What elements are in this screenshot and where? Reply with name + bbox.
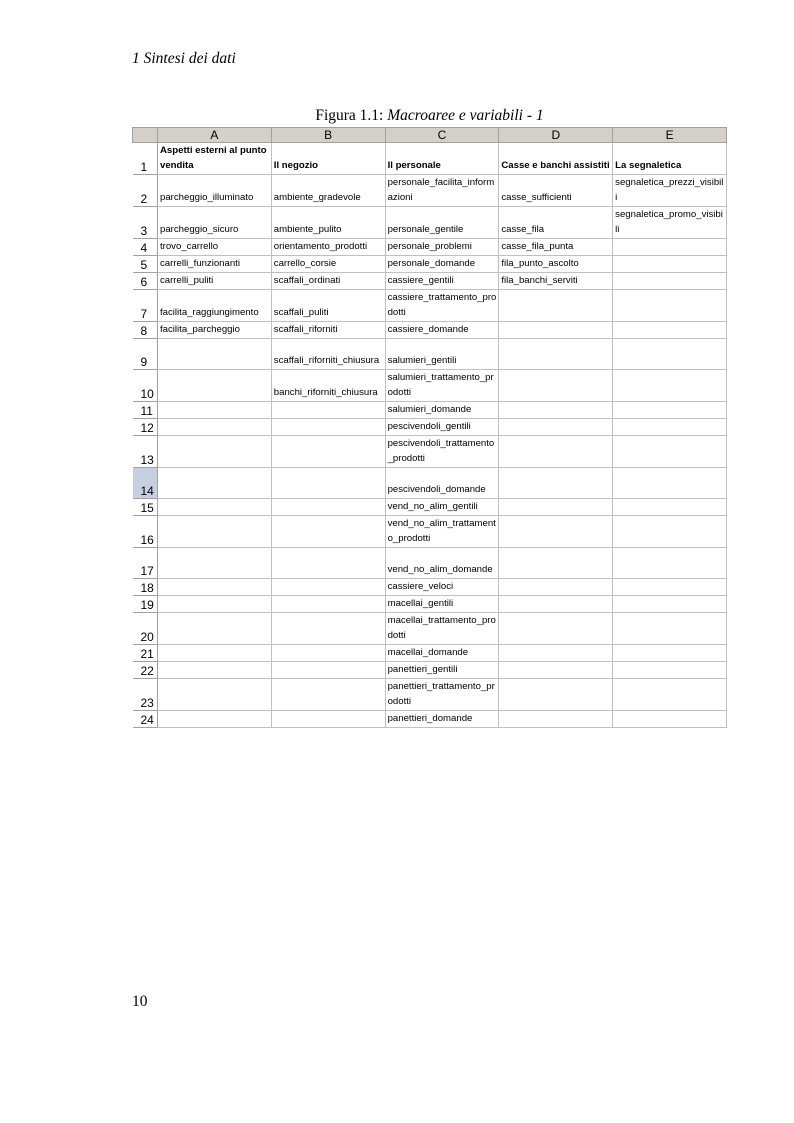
row-header: 19 [133,596,158,613]
table-cell [613,256,727,273]
table-cell: vend_no_alim_gentili [385,499,499,516]
table-cell [157,645,271,662]
row-header: 13 [133,436,158,468]
row-header: 6 [133,273,158,290]
table-cell: panettieri_trattamento_prodotti [385,679,499,711]
table-cell [157,548,271,579]
table-cell: scaffali_ordinati [271,273,385,290]
column-title-cell: Il negozio [271,143,385,175]
table-cell [613,322,727,339]
table-cell [499,579,613,596]
table-cell [613,239,727,256]
table-row [133,436,727,468]
table-cell [613,468,727,499]
table-cell [613,499,727,516]
table-cell: carrelli_puliti [157,273,271,290]
row-header: 21 [133,645,158,662]
row-header: 9 [133,339,158,370]
table-cell [499,711,613,728]
row-header: 11 [133,402,158,419]
column-header-a: A [157,128,271,143]
table-cell [613,645,727,662]
table-cell: scaffali_puliti [271,290,385,322]
column-title-cell: La segnaletica [613,143,727,175]
table-cell [157,679,271,711]
page-number: 10 [132,993,148,1010]
table-row [133,322,727,339]
table-cell [157,436,271,468]
row-header: 3 [133,207,158,239]
table-cell [613,711,727,728]
table-cell: casse_fila [499,207,613,239]
table-cell: segnaletica_prezzi_visibili [613,175,727,207]
table-cell: cassiere_trattamento_prodotti [385,290,499,322]
table-cell [271,516,385,548]
table-row [133,402,727,419]
table-row [133,679,727,711]
table-cell: personale_domande [385,256,499,273]
table-cell [271,548,385,579]
table-cell [613,516,727,548]
table-row [133,239,727,256]
table-cell [499,468,613,499]
table-cell [157,402,271,419]
table-row [133,256,727,273]
row-header: 17 [133,548,158,579]
column-header-c: C [385,128,499,143]
table-cell [499,613,613,645]
table-row [133,207,727,239]
table-cell [157,339,271,370]
table-cell: panettieri_domande [385,711,499,728]
table-cell [157,579,271,596]
table-cell [499,419,613,436]
table-cell: parcheggio_illuminato [157,175,271,207]
table-row [133,290,727,322]
spreadsheet-image [132,127,727,727]
row-header: 16 [133,516,158,548]
table-row [133,548,727,579]
table-cell [613,402,727,419]
table-cell: pescivendoli_trattamento_prodotti [385,436,499,468]
table-cell: ambiente_pulito [271,207,385,239]
table-cell [613,339,727,370]
table-cell: fila_punto_ascolto [499,256,613,273]
table-row [133,613,727,645]
table-row [133,339,727,370]
table-row [133,370,727,402]
table-cell [157,419,271,436]
column-title-cell: Casse e banchi assistiti [499,143,613,175]
table-cell [499,339,613,370]
row-header: 23 [133,679,158,711]
table-cell: parcheggio_sicuro [157,207,271,239]
table-cell [157,370,271,402]
table-cell: personale_facilita_informazioni [385,175,499,207]
table-cell [499,679,613,711]
table-cell: segnaletica_promo_visibili [613,207,727,239]
table-cell [271,436,385,468]
table-cell: salumieri_trattamento_prodotti [385,370,499,402]
table-cell: carrello_corsie [271,256,385,273]
table-row [133,419,727,436]
table-cell: salumieri_gentili [385,339,499,370]
table-cell: casse_fila_punta [499,239,613,256]
select-all-corner [133,128,158,143]
table-cell [499,548,613,579]
table-cell: fila_banchi_serviti [499,273,613,290]
row-header: 20 [133,613,158,645]
table-cell [271,499,385,516]
table-cell [499,662,613,679]
table-cell [613,370,727,402]
table-cell [271,613,385,645]
table-cell [271,579,385,596]
table-cell: scaffali_riforniti [271,322,385,339]
table-cell [157,711,271,728]
table-cell [271,645,385,662]
table-cell [157,468,271,499]
table-cell: cassiere_veloci [385,579,499,596]
table-row [133,596,727,613]
table-cell [271,596,385,613]
table-cell [499,436,613,468]
table-cell [613,613,727,645]
table-cell [499,596,613,613]
table-cell [499,499,613,516]
row-header: 10 [133,370,158,402]
table-cell [613,290,727,322]
table-cell: trovo_carrello [157,239,271,256]
column-header-d: D [499,128,613,143]
table-cell [271,679,385,711]
table-row [133,143,727,175]
table-cell [499,322,613,339]
table-cell: cassiere_gentili [385,273,499,290]
table-cell: orientamento_prodotti [271,239,385,256]
table-cell: carrelli_funzionanti [157,256,271,273]
table-row [133,579,727,596]
table-cell [157,516,271,548]
table-cell: facilita_parcheggio [157,322,271,339]
table-row [133,711,727,728]
table-cell: pescivendoli_domande [385,468,499,499]
table-cell [499,402,613,419]
column-header-b: B [271,128,385,143]
table-cell: personale_gentile [385,207,499,239]
table-cell: personale_problemi [385,239,499,256]
row-header: 15 [133,499,158,516]
table-cell [271,662,385,679]
row-header: 18 [133,579,158,596]
table-cell [613,273,727,290]
table-cell [499,290,613,322]
row-header: 1 [133,143,158,175]
table-cell [613,679,727,711]
table-cell [613,419,727,436]
table-cell [157,613,271,645]
row-header: 2 [133,175,158,207]
row-header: 7 [133,290,158,322]
row-header: 8 [133,322,158,339]
table-cell: banchi_riforniti_chiusura [271,370,385,402]
table-cell [499,645,613,662]
table-cell: casse_sufficienti [499,175,613,207]
running-header: 1 Sintesi dei dati [132,50,236,67]
table-cell: pescivendoli_gentili [385,419,499,436]
table-cell [499,516,613,548]
table-row [133,645,727,662]
table-cell [157,662,271,679]
table-cell [271,402,385,419]
table-cell [271,468,385,499]
table-cell [271,711,385,728]
table-cell [613,662,727,679]
table-cell: panettieri_gentili [385,662,499,679]
figure-caption [132,107,727,125]
table-cell [271,419,385,436]
table-cell [157,499,271,516]
row-header: 14 [133,468,158,499]
table-cell: facilita_raggiungimento [157,290,271,322]
spreadsheet-rows [133,143,727,728]
table-cell [613,596,727,613]
table-row [133,468,727,499]
figure-title: Macroaree e variabili - 1 [387,107,544,124]
table-cell: macellai_domande [385,645,499,662]
table-cell [157,596,271,613]
table-cell: scaffali_riforniti_chiusura [271,339,385,370]
table-cell: ambiente_gradevole [271,175,385,207]
table-cell [613,579,727,596]
table-cell: salumieri_domande [385,402,499,419]
column-header-e: E [613,128,727,143]
table-row [133,273,727,290]
table-row [133,662,727,679]
table-cell: macellai_trattamento_prodotti [385,613,499,645]
table-cell: cassiere_domande [385,322,499,339]
table-cell: macellai_gentili [385,596,499,613]
table-cell: vend_no_alim_trattamento_prodotti [385,516,499,548]
table-cell [613,548,727,579]
row-header: 12 [133,419,158,436]
table-row [133,499,727,516]
table-row [133,175,727,207]
spreadsheet-grid [132,127,727,728]
table-cell: vend_no_alim_domande [385,548,499,579]
table-row [133,516,727,548]
table-cell [499,370,613,402]
figure-label: Figura 1.1: [315,107,384,124]
row-header: 4 [133,239,158,256]
row-header: 5 [133,256,158,273]
table-cell [613,436,727,468]
column-title-cell: Il personale [385,143,499,175]
column-title-cell: Aspetti esterni al punto vendita [157,143,271,175]
row-header: 22 [133,662,158,679]
row-header: 24 [133,711,158,728]
